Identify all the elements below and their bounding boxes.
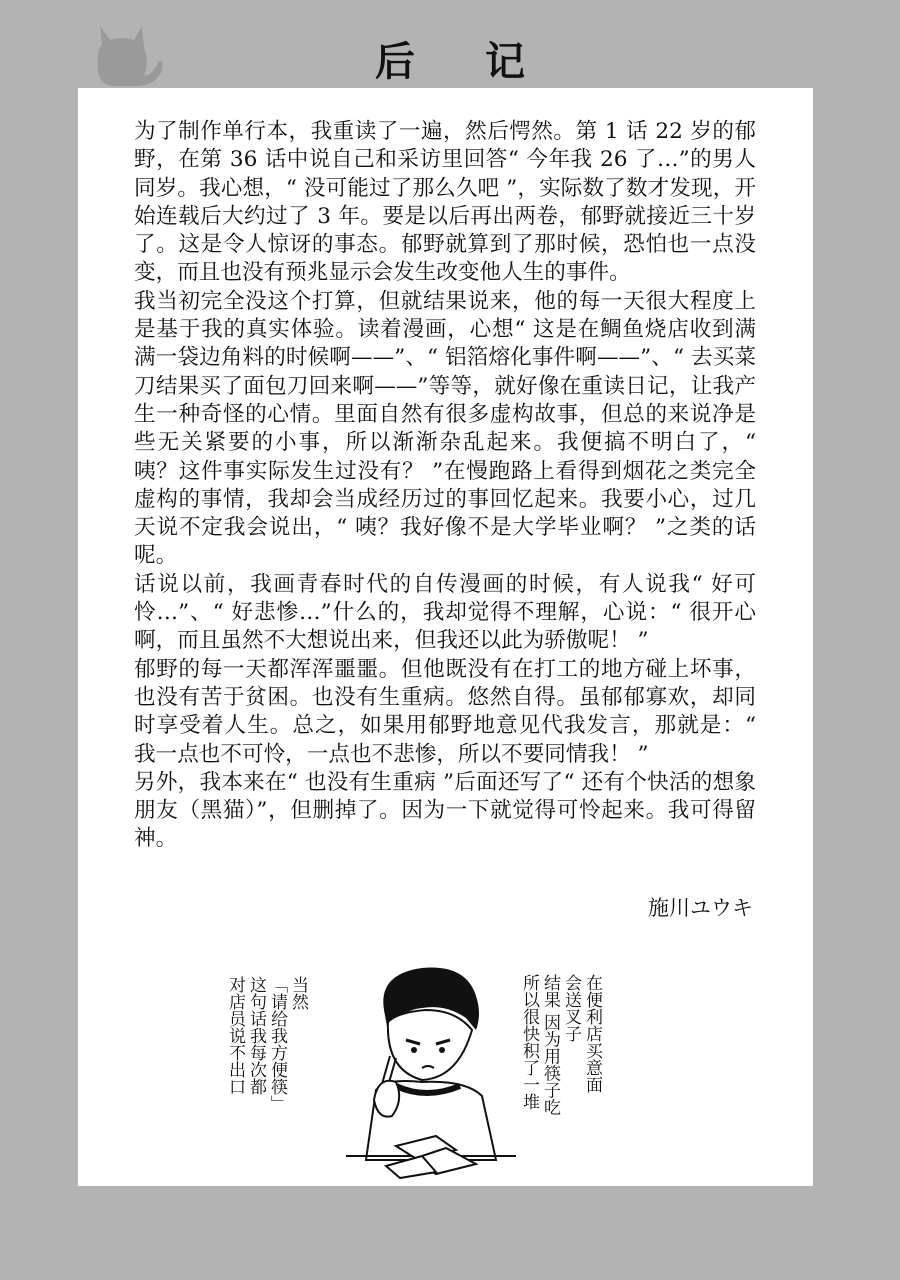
caption-line: 当然	[288, 976, 308, 1010]
caption-right	[518, 974, 602, 1214]
paragraph: 为了制作单行本，我重读了一遍，然后愕然。第 1 话 22 岁的郁野，在第 36 话中说自己和采访里回答“ 今年我 26 了…”的男人同岁。我心想，“ 没可能过了那么久吧 ”，实际数了数才发现，开始连载后大约过了 3 年。要是以后再出两卷，郁野就接近三十岁了。这是令人惊讶的事态。郁野就算到了那时候，恐怕也一点没变，而且也没有预兆显示会发生改变他人生的事件。	[134, 119, 756, 286]
paragraph: 郁野的每一天都浑浑噩噩。但他既没有在打工的地方碰上坏事，也没有苦于贫困。也没有生重病。悠然自得。虽郁郁寡欢，却同时享受着人生。总之，如果用郁野地意见代我发言，那就是：“ 我一点也不可怜，一点也不悲惨，所以不要同情我！ ”	[134, 656, 756, 767]
paragraph: 话说以前，我画青春时代的自传漫画的时候，有人说我“ 好可怜…”、“ 好悲惨…”什么的，我却觉得不理解，心说：“ 很开心啊，而且虽然不大想说出来，但我还以此为骄傲呢！ ”	[134, 571, 756, 654]
caption-line: 这句话我每次都	[246, 976, 266, 1095]
paragraph: 另外，我本来在“ 也没有生重病 ”后面还写了“ 还有个快活的想象朋友（黑猫）”，但删掉了。因为一下就觉得可怜起来。我可得留神。	[134, 769, 756, 852]
afterword-body	[134, 118, 756, 854]
caption-left	[224, 976, 308, 1206]
paragraph: 我当初完全没这个打算，但就结果说来，他的每一天很大程度上是基于我的真实体验。读着漫画，心想“ 这是在鲷鱼烧店收到满满一袋边角料的时候啊——”、“ 铝箔熔化事件啊——”、“ 去买菜刀结果买了面包刀回来啊——”等等，就好像在重读日记，让我产生一种奇怪的心情。里面自然有很多虚构故事，但总的来说净是些无关紧要的小事，所以渐渐杂乱起来。我便搞不明白了，“ 咦？这件事实际发生过没有？ ”在慢跑路上看得到烟花之类完全虚构的事情，我却会当成经历过的事回忆起来。我要小心，过几天说不定我会说出，“ 咦？我好像不是大学毕业啊？ ”之类的话呢。	[134, 288, 756, 569]
author-signature: 施川ユウキ	[648, 896, 753, 920]
author-illustration	[326, 960, 536, 1180]
caption-line: 「请给我方便筷」	[267, 976, 287, 1112]
caption-line: 在便利店买意面	[582, 974, 602, 1093]
caption-line: 所以很快积了一堆	[519, 974, 539, 1110]
caption-line: 结果 因为用筷子吃	[540, 974, 560, 1116]
caption-line: 对店员说不出口	[225, 976, 245, 1095]
afterword-page	[78, 88, 813, 1186]
page-title: 后 记	[375, 39, 553, 85]
caption-line: 会送叉子	[561, 974, 581, 1042]
